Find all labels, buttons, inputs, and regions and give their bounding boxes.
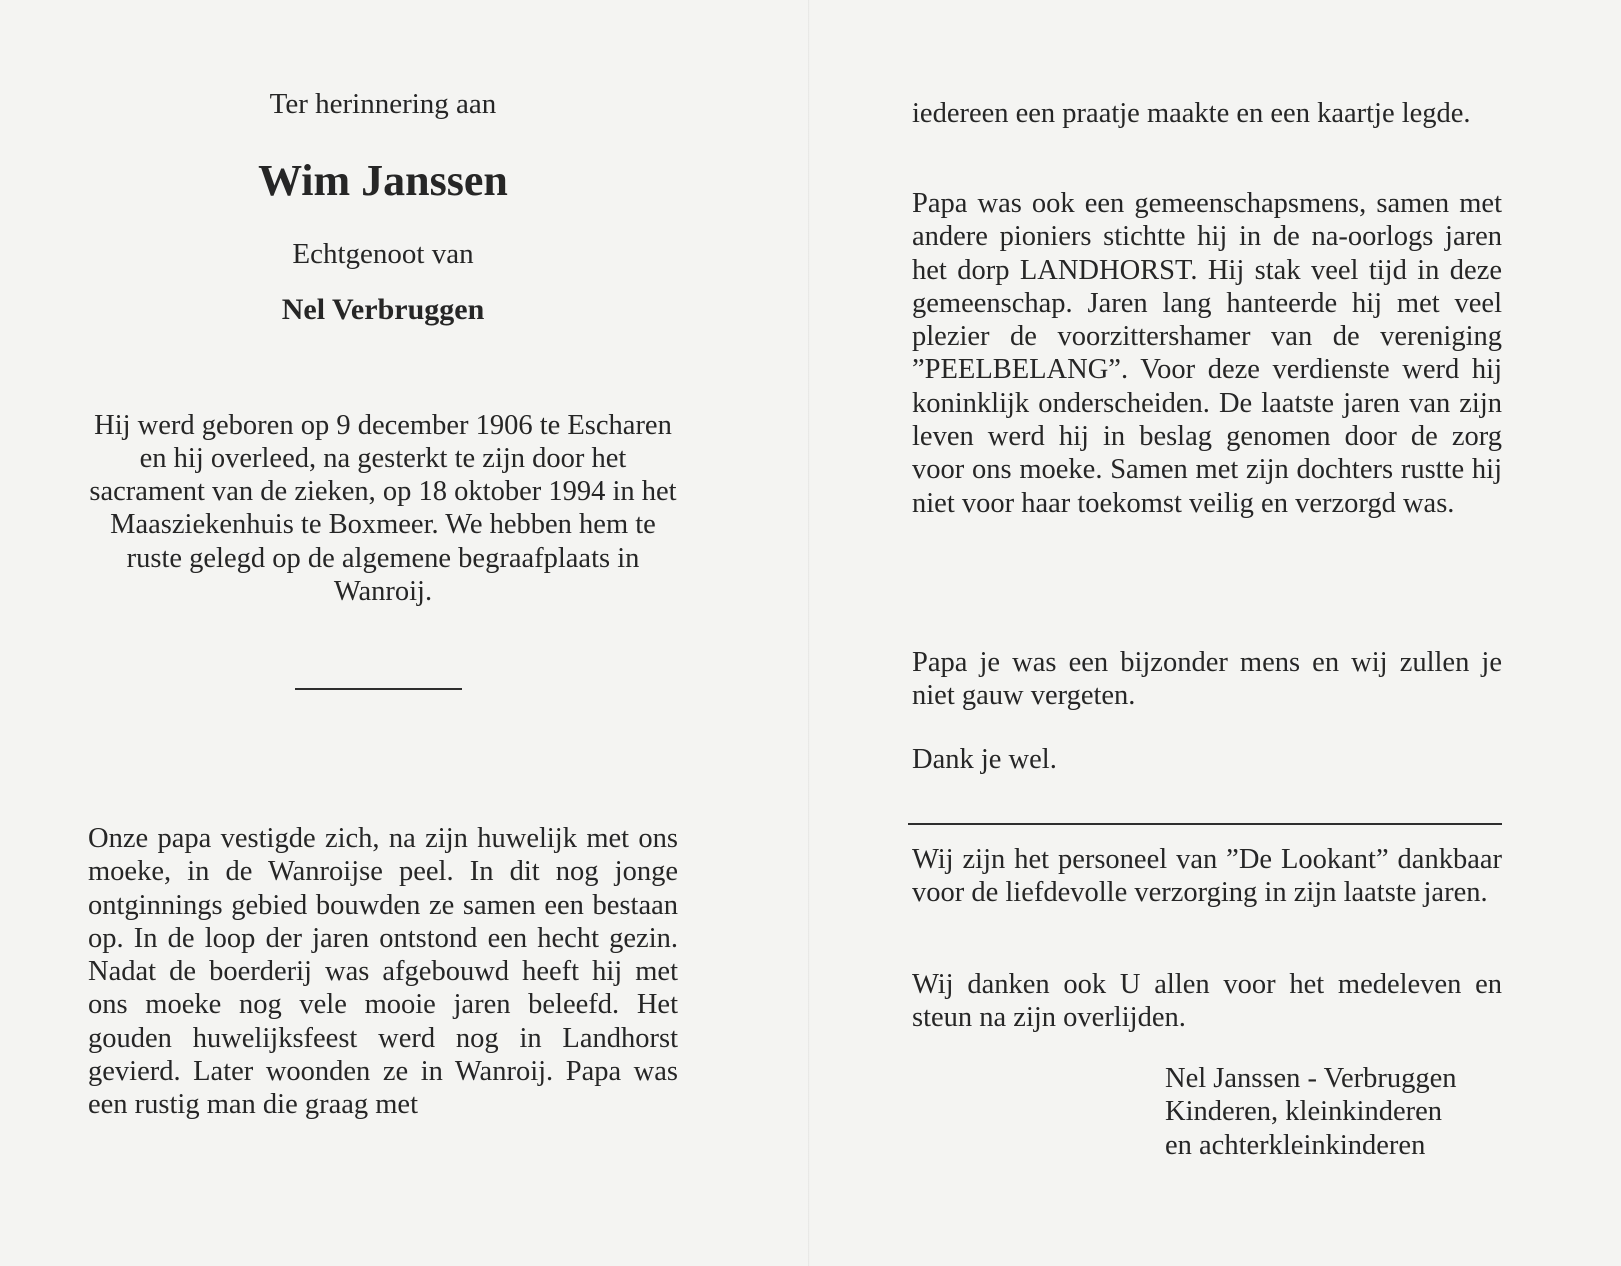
signature-line: en achterkleinkinderen xyxy=(1165,1129,1426,1161)
staff-thanks-text: Wij zijn het personeel van ”De Lookant” dankbaar voor de liefdevolle verzorging in zijn laatste jaren. xyxy=(912,844,1502,909)
support-thanks-text: Wij danken ook U allen voor het medeleven en steun na zijn overlijden. xyxy=(912,969,1502,1034)
story-continued-text: iedereen een praatje maakte en een kaartje legde. xyxy=(912,98,1471,129)
card-fold xyxy=(808,0,810,1266)
divider-short xyxy=(295,688,462,690)
deceased-name: Wim Janssen xyxy=(258,156,508,205)
life-story-text: Onze papa vestigde zich, na zijn huwelijk met ons moeke, in de Wanroijse peel. In dit nog jonge ontginnings gebied bouwden ze samen een bestaan op. In de loop der jaren ontstond een hecht gezin. Nadat de boerderij was afgebouwd heeft hij met ons moeke nog vele mooie jaren beleefd. Het gouden huwelijksfeest werd nog in Landhorst gevierd. Later woonden ze in Wanroij. Papa was een rustig man die graag met xyxy=(88,823,678,1121)
signature-line: Nel Janssen - Verbruggen xyxy=(1165,1063,1457,1094)
signature-line: Kinderen, kleinkinderen xyxy=(1165,1096,1442,1128)
intro-text: Ter herinnering aan xyxy=(269,88,497,120)
divider-long xyxy=(908,823,1502,825)
left-panel xyxy=(88,0,678,1266)
farewell-text: Papa je was een bijzonder mens en wij zullen je niet gauw vergeten. xyxy=(912,647,1502,712)
birth-death-text: Hij werd geboren op 9 december 1906 te Escharen en hij overleed, na gesterkt te zijn door het sacrament van de zieken, op 18 oktober 1994 in het Maasziekenhuis te Boxmeer. We hebben hem te ruste gelegd op de algemene begraafplaats in Wanroij. xyxy=(89,409,677,607)
right-panel xyxy=(912,0,1502,1266)
spouse-label: Echtgenoot van xyxy=(292,238,474,270)
thanks-text: Dank je wel. xyxy=(912,744,1057,775)
spouse-name: Nel Verbruggen xyxy=(281,293,485,326)
signature-block xyxy=(1165,1062,1505,1162)
community-text: Papa was ook een gemeenschapsmens, samen met andere pioniers stichtte hij in de na-oorlogs jaren het dorp LANDHORST. Hij stak veel tijd in deze gemeenschap. Jaren lang hanteerde hij met veel plezier de voorzittershamer van de vereniging ”PEELBELANG”. Voor deze verdienste werd hij koninklijk onderscheiden. De laatste jaren van zijn leven werd hij in beslag genomen door de zorg voor ons moeke. Samen met zijn dochters rustte hij niet voor haar toekomst veilig en verzorgd was. xyxy=(912,188,1502,519)
